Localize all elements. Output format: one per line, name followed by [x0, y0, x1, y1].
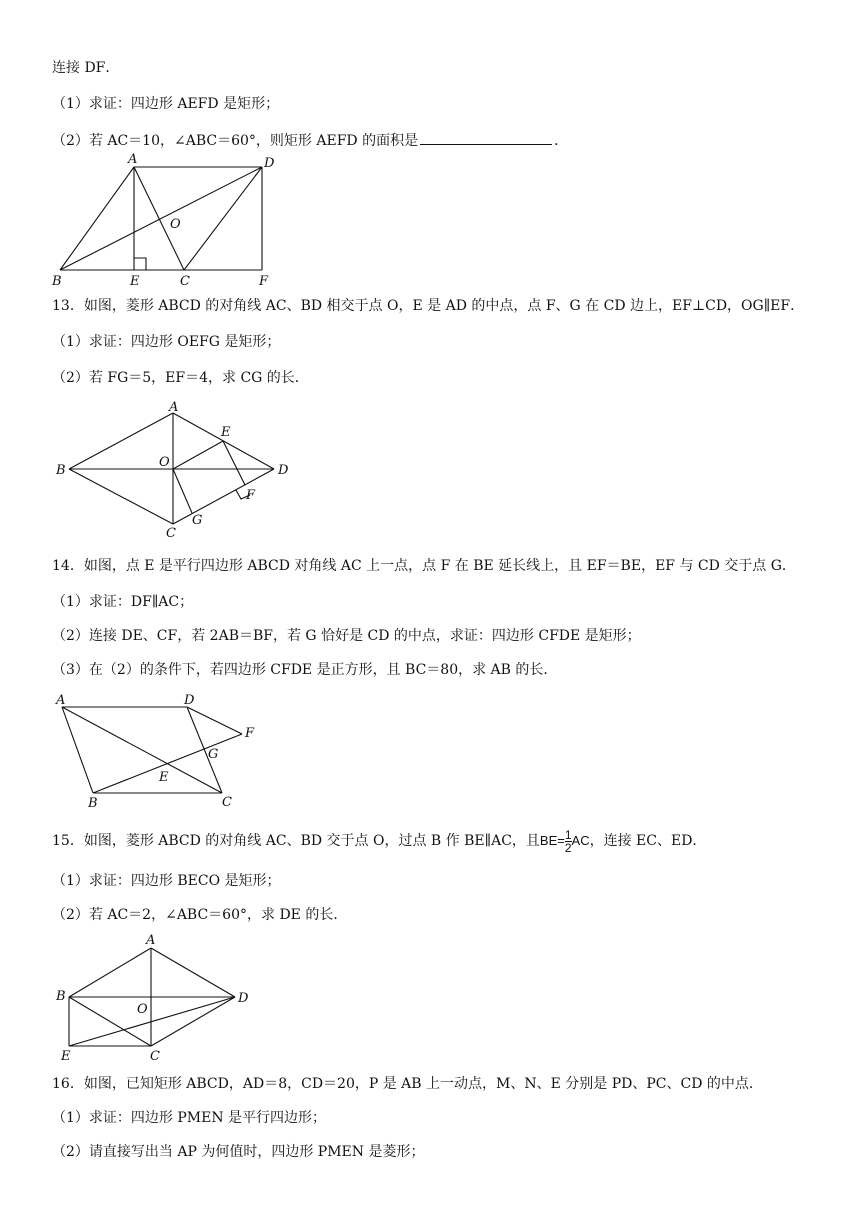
- text-line: 连接 DF．: [52, 60, 120, 76]
- fig13-seg-cb: [69, 469, 173, 524]
- fig12-label-e: E: [130, 274, 140, 289]
- q15-stem: [52, 829, 706, 854]
- fig14-seg-ac: [62, 707, 222, 793]
- q13-part2: （2）若 FG＝5，EF＝4，求 CG 的长．: [52, 370, 309, 386]
- figure-14: [52, 690, 272, 810]
- figure-15: [52, 932, 272, 1062]
- q15-stem-text: 15．如图，菱形 ABCD 的对角线 AC、BD 交于点 O，过点 B 作 BE∥AC，且: [52, 832, 540, 849]
- q14-part2: （2）连接 DE、CF，若 2AB＝BF，若 G 恰好是 CD 的中点，求证：四边形 CFDE 是矩形；: [52, 628, 641, 644]
- fig12-label-d: D: [264, 156, 275, 171]
- fig13-seg-og: [173, 469, 192, 513]
- figure-13: [52, 400, 312, 540]
- fraction-formula: [539, 828, 590, 855]
- fig15-label-d: D: [238, 991, 249, 1006]
- fig15-seg-dc: [151, 997, 235, 1046]
- fig14-label-g: G: [208, 747, 219, 762]
- fig15-label-c: C: [150, 1049, 160, 1064]
- figure-12: [52, 152, 292, 289]
- fig14-seg-ba: [62, 707, 93, 793]
- fig15-label-e: E: [61, 1049, 71, 1064]
- fig13-seg-oe: [173, 441, 223, 469]
- fig12-label-o: O: [170, 217, 181, 232]
- q14-part3: （3）在（2）的条件下，若四边形 CFDE 是正方形，且 BC＝80，求 AB 的长．: [52, 662, 558, 678]
- formula-ac: AC: [571, 832, 590, 848]
- fig14-label-a: A: [56, 693, 66, 708]
- q15-part2: （2）若 AC＝2，∠ABC＝60°，求 DE 的长．: [52, 907, 348, 923]
- fig12-right-angle: [134, 258, 146, 270]
- q15-part1: （1）求证：四边形 BECO 是矩形；: [52, 873, 281, 889]
- fig12-seg-bd: [60, 167, 262, 270]
- fraction-denominator: 2: [564, 841, 572, 855]
- fraction: [565, 829, 572, 854]
- fig13-label-c: C: [166, 526, 176, 541]
- fig13-label-d: D: [278, 463, 289, 478]
- fig13-label-o: O: [159, 455, 170, 470]
- fig14-seg-df: [187, 707, 242, 734]
- fig12-label-a: A: [128, 152, 138, 167]
- fig14-label-f: F: [245, 726, 255, 741]
- fig12-seg-cd: [184, 167, 262, 270]
- q16-stem: 16．如图，已知矩形 ABCD，AD＝8，CD＝20，P 是 AB 上一动点，M、N、E 分别是 PD、PC、CD 的中点．: [52, 1076, 763, 1092]
- fig12-seg-ba: [60, 167, 134, 270]
- q14-stem: 14．如图，点 E 是平行四边形 ABCD 对角线 AC 上一点，点 F 在 BE 延长线上，且 EF＝BE，EF 与 CD 交于点 G．: [52, 558, 796, 574]
- q16-part1: （1）求证：四边形 PMEN 是平行四边形；: [52, 1110, 327, 1126]
- formula-be: BE=: [539, 832, 565, 848]
- fig12-label-c: C: [180, 274, 190, 289]
- q13-part1: （1）求证：四边形 OEFG 是矩形；: [52, 334, 281, 350]
- fig13-seg-ba: [69, 413, 173, 469]
- fig15-label-b: B: [56, 989, 66, 1004]
- fig15-seg-ed: [69, 997, 235, 1046]
- answer-blank: [420, 130, 552, 145]
- q12-part2: [52, 130, 568, 151]
- fig13-label-e: E: [221, 425, 231, 440]
- q14-part1: （1）求证：DF∥AC；: [52, 594, 194, 610]
- fig14-label-b: B: [88, 796, 98, 811]
- fig15-label-a: A: [146, 933, 156, 948]
- fig14-label-d: D: [184, 693, 195, 708]
- q16-part2: （2）请直接写出当 AP 为何值时，四边形 PMEN 是菱形；: [52, 1144, 425, 1160]
- fig12-label-b: B: [52, 274, 62, 289]
- fig15-seg-ad: [151, 948, 235, 997]
- fig13-label-f: F: [246, 488, 256, 503]
- q12-part2-end: ．: [554, 133, 569, 149]
- fig13-label-g: G: [192, 513, 203, 528]
- fig13-seg-ef: [223, 441, 245, 485]
- q15-stem-end: ，连接 EC、ED．: [589, 832, 707, 849]
- fraction-numerator: 1: [564, 828, 572, 842]
- fig13-seg-dc: [173, 469, 274, 524]
- fig13-label-a: A: [169, 400, 179, 415]
- q12-part2-text: （2）若 AC＝10，∠ABC＝60°，则矩形 AEFD 的面积是: [52, 133, 419, 149]
- fig15-label-o: O: [137, 1002, 148, 1017]
- fig12-label-f: F: [259, 274, 269, 289]
- q12-part1: （1）求证：四边形 AEFD 是矩形；: [52, 96, 280, 112]
- fig14-label-e: E: [159, 770, 169, 785]
- q13-stem: 13．如图，菱形 ABCD 的对角线 AC、BD 相交于点 O，E 是 AD 的中点，点 F、G 在 CD 边上，EF⊥CD，OG∥EF．: [52, 298, 805, 314]
- fig15-seg-ba: [69, 948, 151, 997]
- fig14-label-c: C: [222, 795, 232, 810]
- fig13-label-b: B: [56, 463, 66, 478]
